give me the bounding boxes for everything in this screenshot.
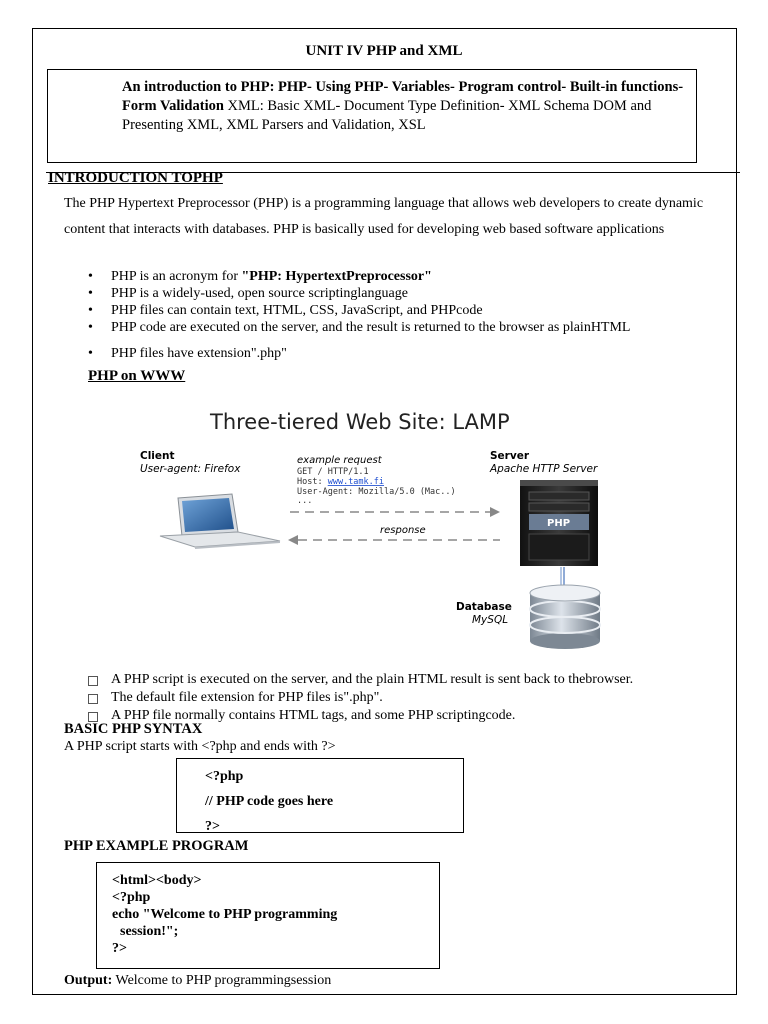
intro-paragraph: The PHP Hypertext Preprocessor (PHP) is a programming language that allows web developers to create dynamic content that interacts with databases. PHP is basically used for developing web based software applications: [64, 196, 704, 237]
intro-heading: INTRODUCTION TOPHP: [48, 170, 223, 186]
list-item: • PHP code are executed on the server, and the result is returned to the browser as plainHTML: [88, 319, 630, 336]
list-item: • PHP is a widely-used, open source scriptinglanguage: [88, 285, 630, 302]
intro-bullet-list: [88, 268, 630, 362]
request-line-host: [297, 477, 384, 487]
diagram-title: Three-tiered Web Site: LAMP: [210, 410, 510, 434]
syntax-code-box: [176, 758, 464, 833]
database-icon: [530, 585, 600, 649]
response-label: response: [380, 525, 426, 536]
syntax-heading: BASIC PHP SYNTAX: [64, 721, 203, 737]
host-label: Host:: [297, 477, 328, 487]
square-bullet-icon: [88, 694, 98, 704]
list-item: • PHP files have extension".php": [88, 345, 630, 362]
code-line: ?>: [205, 819, 220, 834]
list-item: [88, 268, 630, 285]
code-line: <html><body>: [112, 873, 202, 888]
syllabus-php-topics: An introduction to PHP: PHP- Using PHP- Variables- Program control- Built-in functions-Form Validation: [122, 79, 684, 114]
syllabus-box: [47, 69, 697, 163]
square-bullet-icon: [88, 676, 98, 686]
server-name: Apache HTTP Server: [490, 463, 598, 475]
code-line: <?php: [112, 890, 151, 905]
list-item: [88, 689, 633, 707]
note-text: The default file extension for PHP files is".php".: [111, 690, 383, 705]
laptop-icon: [160, 494, 280, 549]
client-label: Client: [140, 450, 175, 462]
example-heading: PHP EXAMPLE PROGRAM: [64, 838, 249, 854]
bullet-text: PHP is an acronym for: [111, 269, 242, 284]
client-agent: User-agent: Firefox: [140, 463, 241, 475]
list-item: • PHP files can contain text, HTML, CSS, JavaScript, and PHPcode: [88, 302, 630, 319]
output-text: Welcome to PHP programmingsession: [112, 973, 332, 988]
unit-title: UNIT IV PHP and XML: [305, 43, 463, 59]
server-label: Server: [490, 450, 530, 462]
php-badge: PHP: [547, 518, 571, 529]
code-line: <?php: [205, 769, 244, 784]
notes-list: [88, 671, 633, 725]
request-label: example request: [297, 455, 382, 466]
code-line: ?>: [112, 941, 127, 956]
output-label: Output:: [64, 973, 113, 988]
lamp-diagram: [120, 395, 640, 660]
syllabus-xml-topics: XML: Basic XML- Document Type Definition- XML Schema DOM and Presenting XML, XML Parsers and Validation, XSL: [122, 98, 652, 133]
code-line: echo "Welcome to PHP programming: [112, 907, 338, 922]
output-line: [64, 973, 331, 989]
request-line-agent: User-Agent: Mozilla/5.0 (Mac..): [297, 487, 456, 497]
example-code-box: [96, 862, 440, 969]
bullet-bold-text: "PHP: HypertextPreprocessor": [241, 269, 432, 284]
request-line-get: GET / HTTP/1.1: [297, 467, 369, 477]
list-item: [88, 671, 633, 689]
host-link[interactable]: www.tamk.fi: [327, 477, 385, 487]
request-line-more: ...: [297, 496, 313, 506]
code-line: session!";: [120, 924, 179, 939]
syntax-description: A PHP script starts with <?php and ends with ?>: [64, 739, 336, 754]
code-line: // PHP code goes here: [205, 794, 334, 809]
database-label: Database: [456, 601, 512, 613]
note-text: A PHP file normally contains HTML tags, and some PHP scriptingcode.: [111, 708, 516, 723]
www-heading: PHP on WWW: [88, 368, 186, 384]
note-text: A PHP script is executed on the server, and the plain HTML result is sent back to thebrowser.: [111, 672, 634, 687]
database-name: MySQL: [472, 614, 509, 626]
